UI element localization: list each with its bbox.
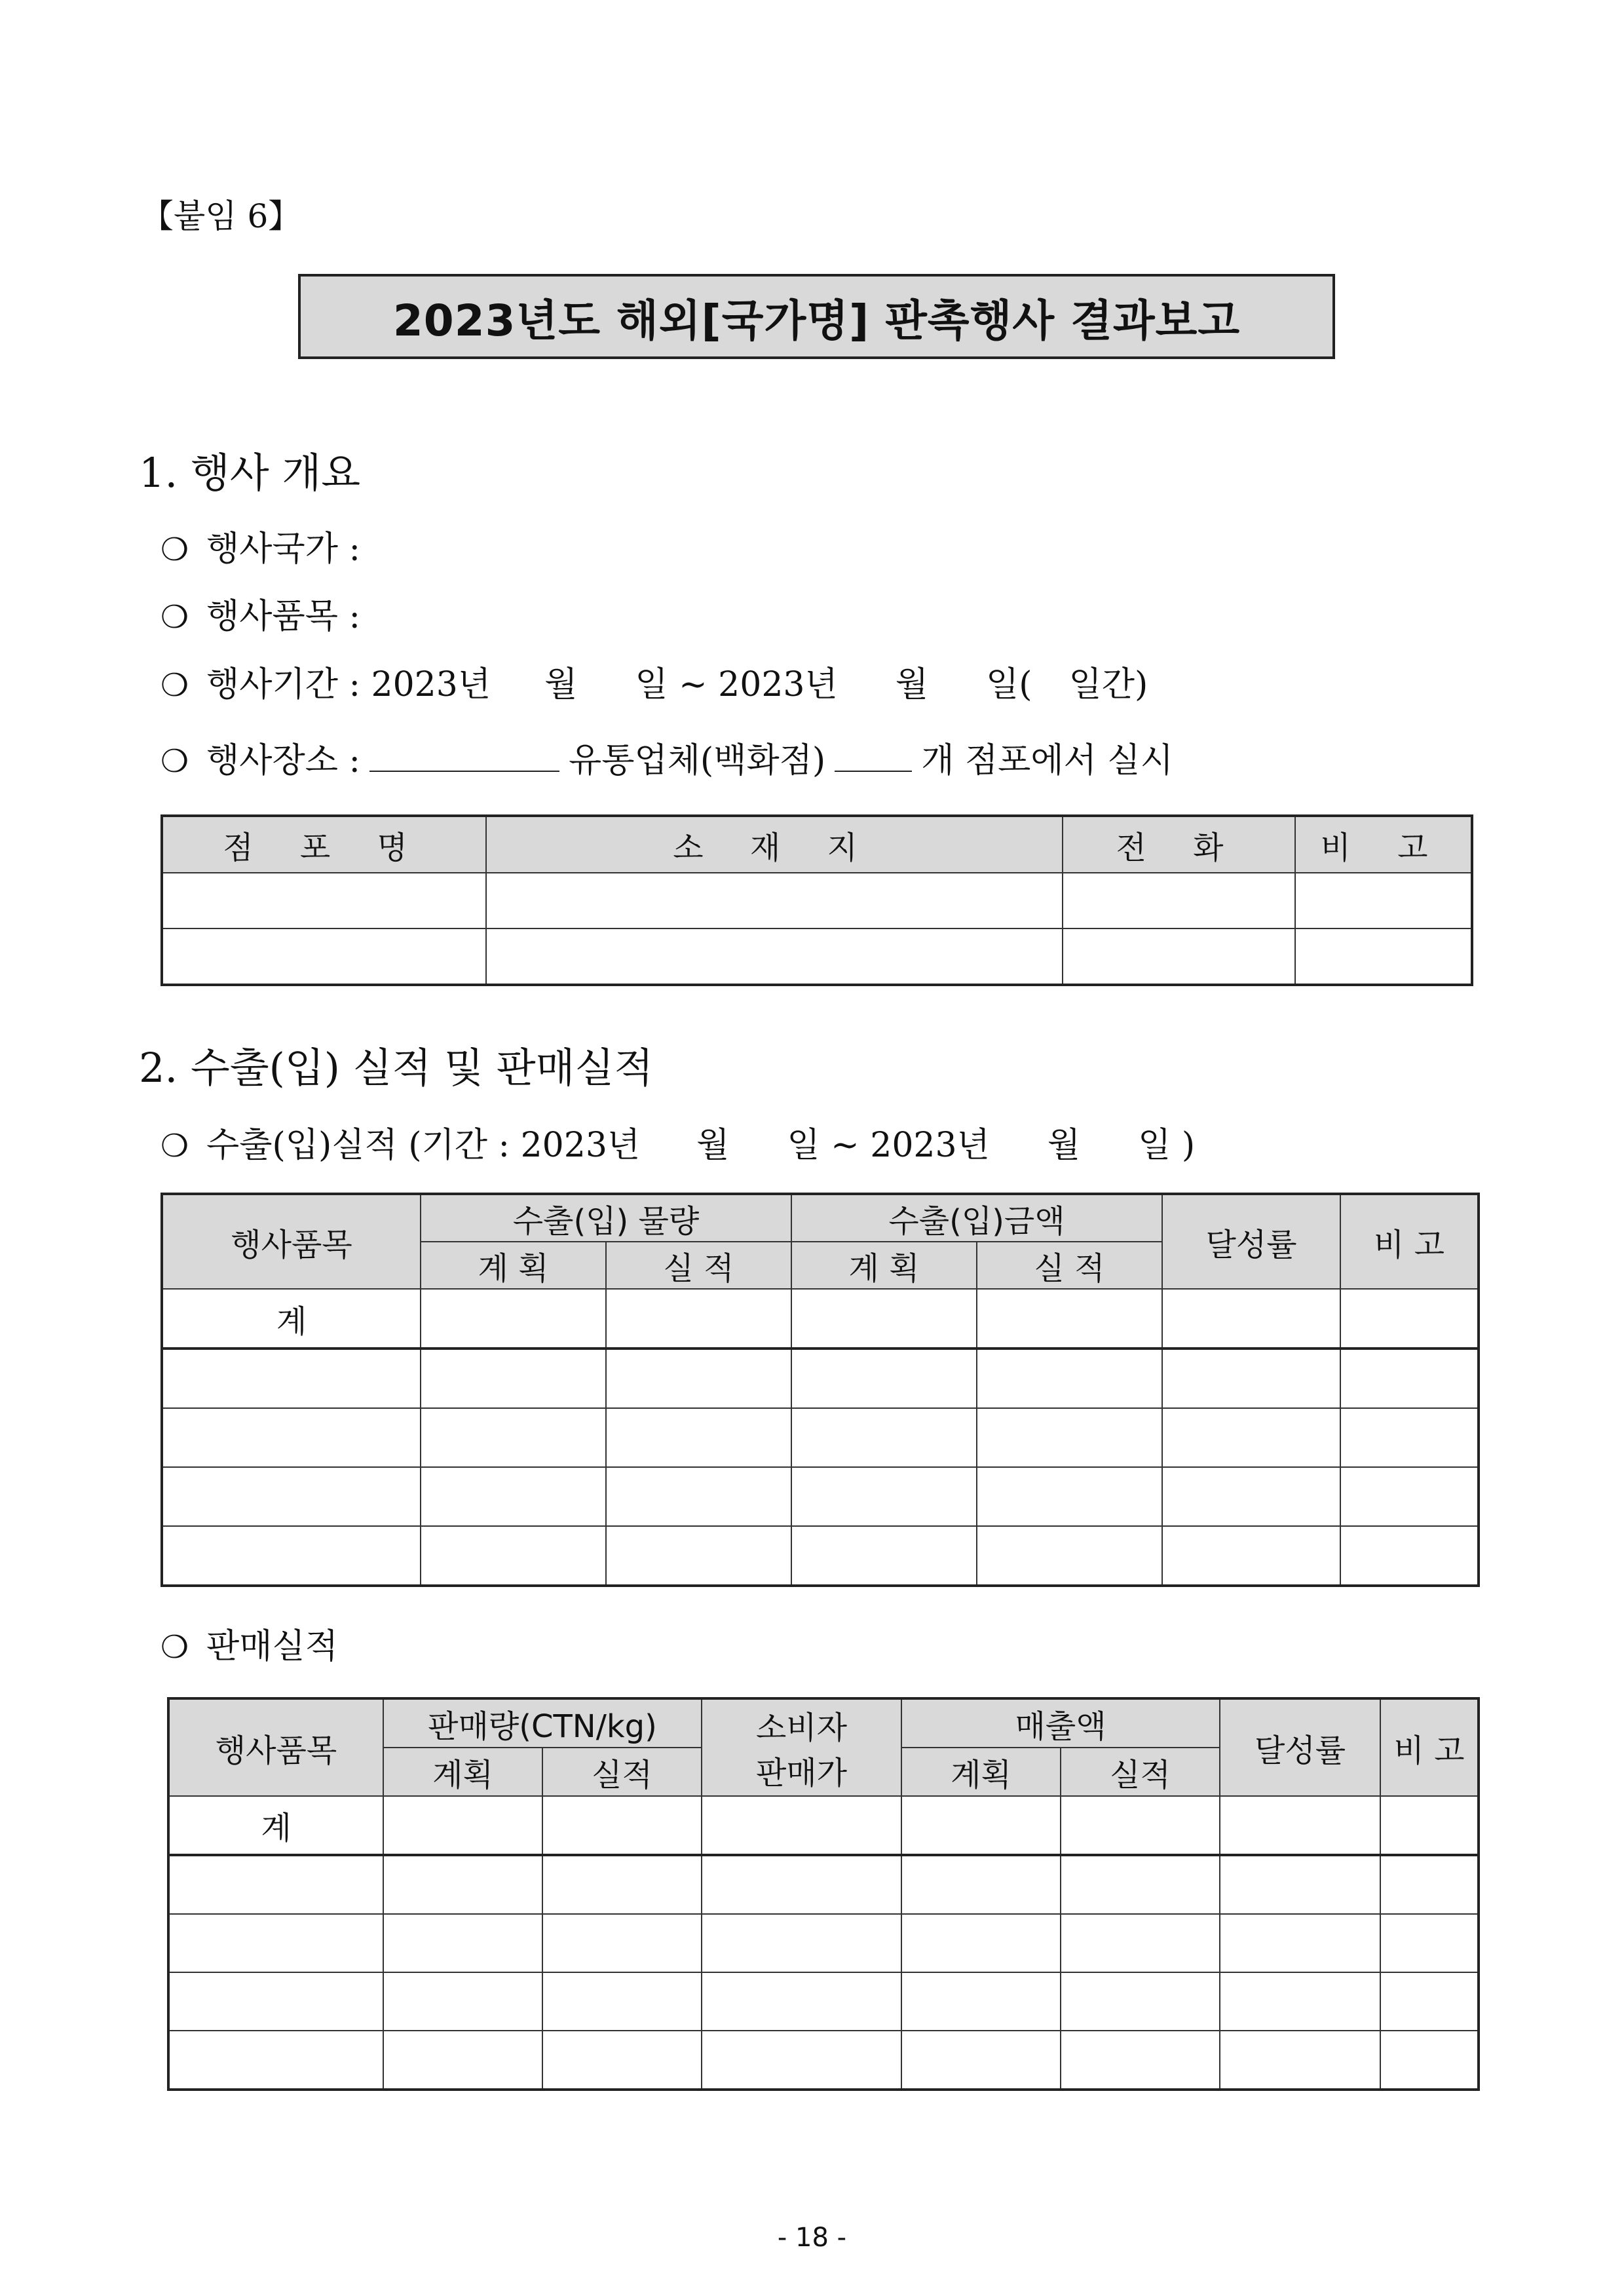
table-cell[interactable] bbox=[421, 1467, 606, 1526]
table-cell[interactable] bbox=[702, 2031, 901, 2090]
period-day-1: 일 ~ 2023년 bbox=[635, 665, 838, 704]
table-cell[interactable] bbox=[383, 1972, 542, 2031]
table-cell[interactable] bbox=[1340, 1467, 1479, 1526]
section1-heading: 1. 행사 개요 bbox=[139, 449, 361, 497]
table-cell[interactable] bbox=[1162, 1467, 1340, 1526]
table-row bbox=[162, 1467, 1479, 1526]
store-header-address: 소 재 지 bbox=[486, 816, 1063, 873]
period-day-2: 일( bbox=[985, 665, 1032, 704]
sales-table bbox=[167, 1697, 1480, 2091]
table-cell[interactable] bbox=[162, 928, 486, 985]
event-country-line bbox=[161, 521, 360, 570]
table-cell[interactable] bbox=[1061, 2031, 1220, 2090]
bullet-icon: ❍ bbox=[161, 1128, 189, 1164]
table-cell[interactable] bbox=[1220, 1972, 1380, 2031]
export-header-item: 행사품목 bbox=[162, 1194, 421, 1289]
sales-header-price-line1: 소비자 bbox=[755, 1710, 848, 1746]
sales-header-rate: 달성률 bbox=[1220, 1698, 1380, 1796]
table-cell[interactable] bbox=[901, 2031, 1061, 2090]
table-cell[interactable] bbox=[383, 1914, 542, 1972]
table-cell[interactable] bbox=[791, 1467, 977, 1526]
table-cell[interactable] bbox=[606, 1349, 791, 1408]
table-cell[interactable] bbox=[1063, 928, 1295, 985]
table-row bbox=[162, 1349, 1479, 1408]
table-cell[interactable] bbox=[702, 1855, 901, 1914]
table-cell[interactable] bbox=[1162, 1349, 1340, 1408]
table-cell[interactable] bbox=[542, 1972, 702, 2031]
event-period-line bbox=[161, 657, 1148, 706]
table-cell[interactable] bbox=[1295, 873, 1472, 928]
table-row bbox=[162, 1408, 1479, 1467]
table-cell[interactable] bbox=[1162, 1526, 1340, 1586]
export-header-amount-plan: 계 획 bbox=[791, 1242, 977, 1289]
table-row bbox=[162, 873, 1472, 928]
venue-middle: 유통업체(백화점) bbox=[568, 741, 826, 780]
table-cell[interactable] bbox=[486, 928, 1063, 985]
table-row bbox=[168, 1914, 1479, 1972]
table-cell[interactable] bbox=[1061, 1855, 1220, 1914]
table-cell[interactable] bbox=[1340, 1408, 1479, 1467]
table-cell[interactable] bbox=[162, 1408, 421, 1467]
sales-header-revenue-plan: 계획 bbox=[901, 1748, 1061, 1796]
table-cell[interactable] bbox=[1380, 1855, 1479, 1914]
table-cell[interactable] bbox=[421, 1526, 606, 1586]
store-header-name: 점 포 명 bbox=[162, 816, 486, 873]
table-cell[interactable] bbox=[901, 1972, 1061, 2031]
table-row bbox=[168, 1855, 1479, 1914]
table-cell[interactable] bbox=[168, 1855, 383, 1914]
table-cell[interactable] bbox=[162, 1349, 421, 1408]
table-cell[interactable] bbox=[1162, 1289, 1340, 1349]
export-header-amount: 수출(입)금액 bbox=[791, 1194, 1162, 1242]
store-header-phone: 전 화 bbox=[1063, 816, 1295, 873]
table-cell[interactable] bbox=[1220, 1796, 1380, 1855]
table-cell[interactable] bbox=[542, 1796, 702, 1855]
table-cell[interactable] bbox=[1380, 2031, 1479, 2090]
table-cell[interactable] bbox=[1061, 1796, 1220, 1855]
event-country-label: 행사국가 : bbox=[206, 529, 360, 569]
bullet-icon: ❍ bbox=[161, 599, 189, 636]
page-number: - 18 - bbox=[777, 2223, 847, 2253]
total-row bbox=[162, 1289, 1479, 1349]
table-cell[interactable] bbox=[421, 1408, 606, 1467]
store-table bbox=[161, 814, 1473, 986]
table-cell[interactable] bbox=[1295, 928, 1472, 985]
store-header-note: 비 고 bbox=[1295, 816, 1472, 873]
table-row bbox=[162, 928, 1472, 985]
export-month-1: 월 bbox=[696, 1126, 730, 1165]
sales-header-revenue: 매출액 bbox=[901, 1698, 1220, 1748]
export-period-label: 수출(입)실적 (기간 : 2023년 bbox=[206, 1126, 641, 1165]
sales-header-qty: 판매량(CTN/kg) bbox=[383, 1698, 702, 1748]
table-cell[interactable] bbox=[901, 1855, 1061, 1914]
sales-header-revenue-actual: 실적 bbox=[1061, 1748, 1220, 1796]
table-row bbox=[168, 1972, 1479, 2031]
total-label: 계 bbox=[168, 1796, 383, 1855]
table-cell[interactable] bbox=[162, 1526, 421, 1586]
table-cell[interactable] bbox=[977, 1349, 1162, 1408]
event-period-label: 행사기간 : 2023년 bbox=[206, 665, 491, 704]
table-cell[interactable] bbox=[791, 1349, 977, 1408]
export-day-2: 일 ) bbox=[1138, 1126, 1196, 1165]
export-header-qty-actual: 실 적 bbox=[606, 1242, 791, 1289]
table-cell[interactable] bbox=[702, 1914, 901, 1972]
table-cell[interactable] bbox=[168, 2031, 383, 2090]
export-month-2: 월 bbox=[1047, 1126, 1081, 1165]
table-cell[interactable] bbox=[606, 1467, 791, 1526]
export-table bbox=[161, 1193, 1480, 1587]
export-header-qty-plan: 계 획 bbox=[421, 1242, 606, 1289]
export-period-line bbox=[161, 1117, 1195, 1166]
table-cell[interactable] bbox=[702, 1796, 901, 1855]
sales-title-line bbox=[161, 1618, 338, 1668]
event-venue-label: 행사장소 : bbox=[206, 741, 360, 780]
table-cell[interactable] bbox=[383, 1796, 542, 1855]
table-row bbox=[162, 1526, 1479, 1586]
table-cell[interactable] bbox=[542, 2031, 702, 2090]
table-cell[interactable] bbox=[977, 1289, 1162, 1349]
period-month-1: 월 bbox=[544, 665, 578, 704]
table-cell[interactable] bbox=[162, 1467, 421, 1526]
total-row bbox=[168, 1796, 1479, 1855]
sales-header-item: 행사품목 bbox=[168, 1698, 383, 1796]
event-items-label: 행사품목 : bbox=[206, 597, 360, 636]
bullet-icon: ❍ bbox=[161, 743, 189, 780]
table-cell[interactable] bbox=[383, 2031, 542, 2090]
total-label: 계 bbox=[162, 1289, 421, 1349]
table-cell[interactable] bbox=[1061, 1972, 1220, 2031]
export-header-amount-actual: 실 적 bbox=[977, 1242, 1162, 1289]
table-cell[interactable] bbox=[542, 1914, 702, 1972]
table-cell[interactable] bbox=[486, 873, 1063, 928]
venue-blank-1 bbox=[369, 744, 559, 772]
sales-header-qty-plan: 계획 bbox=[383, 1748, 542, 1796]
table-cell[interactable] bbox=[421, 1289, 606, 1349]
table-cell[interactable] bbox=[1220, 1914, 1380, 1972]
table-cell[interactable] bbox=[168, 1972, 383, 2031]
sales-header-note: 비 고 bbox=[1380, 1698, 1479, 1796]
venue-blank-2 bbox=[835, 744, 912, 772]
table-cell[interactable] bbox=[1340, 1526, 1479, 1586]
table-cell[interactable] bbox=[1063, 873, 1295, 928]
table-cell[interactable] bbox=[702, 1972, 901, 2031]
export-header-note: 비 고 bbox=[1340, 1194, 1479, 1289]
event-venue-line bbox=[161, 733, 1173, 782]
table-cell[interactable] bbox=[1380, 1796, 1479, 1855]
bullet-icon: ❍ bbox=[161, 667, 189, 704]
table-cell[interactable] bbox=[791, 1289, 977, 1349]
table-cell[interactable] bbox=[606, 1289, 791, 1349]
document-title: 2023년도 해외[국가명] 판촉행사 결과보고 bbox=[298, 274, 1335, 359]
table-cell[interactable] bbox=[542, 1855, 702, 1914]
event-items-line bbox=[161, 588, 360, 638]
export-header-rate: 달성률 bbox=[1162, 1194, 1340, 1289]
table-cell[interactable] bbox=[606, 1408, 791, 1467]
table-cell[interactable] bbox=[791, 1526, 977, 1586]
table-cell[interactable] bbox=[1380, 1972, 1479, 2031]
table-cell[interactable] bbox=[1340, 1289, 1479, 1349]
period-days: 일간) bbox=[1068, 665, 1148, 704]
table-cell[interactable] bbox=[791, 1408, 977, 1467]
table-row bbox=[168, 2031, 1479, 2090]
table-cell[interactable] bbox=[168, 1914, 383, 1972]
bullet-icon: ❍ bbox=[161, 531, 189, 568]
table-cell[interactable] bbox=[901, 1796, 1061, 1855]
sales-header-qty-actual: 실적 bbox=[542, 1748, 702, 1796]
table-cell[interactable] bbox=[383, 1855, 542, 1914]
section2-heading: 2. 수출(입) 실적 및 판매실적 bbox=[139, 1044, 654, 1092]
table-cell[interactable] bbox=[977, 1408, 1162, 1467]
table-cell[interactable] bbox=[901, 1914, 1061, 1972]
table-cell[interactable] bbox=[1380, 1914, 1479, 1972]
export-day-1: 일 ~ 2023년 bbox=[787, 1126, 990, 1165]
table-cell[interactable] bbox=[1220, 1855, 1380, 1914]
table-cell[interactable] bbox=[977, 1526, 1162, 1586]
table-cell[interactable] bbox=[1340, 1349, 1479, 1408]
table-cell[interactable] bbox=[1061, 1914, 1220, 1972]
table-cell[interactable] bbox=[1220, 2031, 1380, 2090]
venue-end: 개 점포에서 실시 bbox=[921, 741, 1173, 780]
table-cell[interactable] bbox=[421, 1349, 606, 1408]
table-cell[interactable] bbox=[1162, 1408, 1340, 1467]
sales-header-price-line2: 판매가 bbox=[755, 1755, 848, 1791]
sales-title: 판매실적 bbox=[206, 1627, 338, 1666]
table-cell[interactable] bbox=[162, 873, 486, 928]
sales-header-price bbox=[702, 1698, 901, 1796]
table-cell[interactable] bbox=[977, 1467, 1162, 1526]
table-cell[interactable] bbox=[606, 1526, 791, 1586]
bullet-icon: ❍ bbox=[161, 1629, 189, 1666]
period-month-2: 월 bbox=[895, 665, 928, 704]
export-header-qty: 수출(입) 물량 bbox=[421, 1194, 791, 1242]
attachment-label: 【붙임 6】 bbox=[141, 197, 301, 235]
